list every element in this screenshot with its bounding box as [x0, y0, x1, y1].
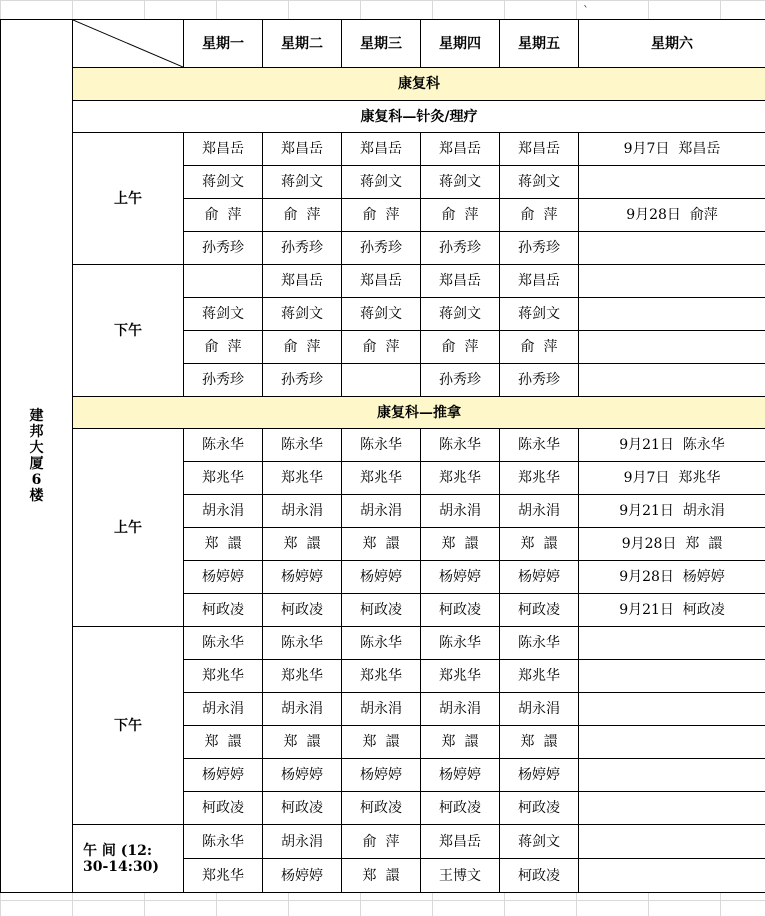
- diagonal-line: [73, 20, 183, 67]
- doctor-cell[interactable]: 柯政凌: [342, 792, 421, 825]
- section-title-row: [1, 397, 765, 429]
- doctor-cell[interactable]: 孙秀珍: [421, 364, 500, 397]
- doctor-cell[interactable]: 郑昌岳: [421, 133, 500, 166]
- weekday-header-wed[interactable]: 星期三: [342, 20, 421, 68]
- doctor-cell[interactable]: 陈永华: [421, 429, 500, 462]
- doctor-cell[interactable]: 孙秀珍: [500, 232, 579, 265]
- period-label[interactable]: 上午: [73, 429, 184, 627]
- doctor-cell[interactable]: 蒋剑文: [421, 298, 500, 331]
- doctor-cell[interactable]: 郑兆华: [500, 462, 579, 495]
- doctor-cell[interactable]: 郑昌岳: [263, 265, 342, 298]
- header-row: [1, 20, 765, 68]
- doctor-cell[interactable]: 郑 譞: [421, 726, 500, 759]
- schedule-row: [1, 133, 765, 166]
- doctor-cell[interactable]: 郑兆华: [263, 660, 342, 693]
- saturday-cell[interactable]: [579, 364, 765, 397]
- schedule-row: [1, 265, 765, 298]
- period-label[interactable]: 下午: [73, 627, 184, 825]
- doctor-cell[interactable]: 陈永华: [500, 429, 579, 462]
- doctor-cell[interactable]: 俞 萍: [342, 825, 421, 859]
- building-char: 邦: [29, 424, 44, 440]
- doctor-cell[interactable]: 王博文: [421, 859, 500, 893]
- building-char: 楼: [29, 488, 44, 504]
- weekday-header-sat[interactable]: 星期六: [579, 20, 765, 68]
- doctor-cell[interactable]: 胡永涓: [500, 495, 579, 528]
- doctor-cell[interactable]: 郑昌岳: [342, 265, 421, 298]
- doctor-cell[interactable]: 胡永涓: [500, 693, 579, 726]
- doctor-cell[interactable]: 杨婷婷: [184, 561, 263, 594]
- doctor-cell[interactable]: 俞 萍: [263, 199, 342, 232]
- doctor-cell[interactable]: 胡永涓: [184, 693, 263, 726]
- doctor-cell[interactable]: 胡永涓: [342, 495, 421, 528]
- doctor-cell[interactable]: 杨婷婷: [263, 759, 342, 792]
- period-label[interactable]: 下午: [73, 265, 184, 397]
- doctor-cell[interactable]: 胡永涓: [421, 693, 500, 726]
- doctor-cell[interactable]: 蒋剑文: [421, 166, 500, 199]
- building-char: 6: [31, 472, 42, 488]
- doctor-cell[interactable]: 杨婷婷: [263, 561, 342, 594]
- doctor-cell[interactable]: 胡永涓: [263, 495, 342, 528]
- doctor-cell[interactable]: 陈永华: [263, 627, 342, 660]
- saturday-cell[interactable]: [579, 825, 765, 859]
- doctor-cell[interactable]: 郑 譞: [421, 528, 500, 561]
- doctor-cell[interactable]: 胡永涓: [184, 495, 263, 528]
- doctor-cell[interactable]: 郑 譞: [184, 726, 263, 759]
- doctor-cell[interactable]: 郑兆华: [421, 660, 500, 693]
- saturday-cell[interactable]: 9月28日 郑 譞: [579, 528, 765, 561]
- saturday-cell[interactable]: 9月7日 郑兆华: [579, 462, 765, 495]
- doctor-cell[interactable]: 柯政凌: [184, 792, 263, 825]
- schedule-row: [1, 627, 765, 660]
- saturday-cell[interactable]: [579, 660, 765, 693]
- doctor-cell[interactable]: 杨婷婷: [342, 561, 421, 594]
- doctor-cell[interactable]: 俞 萍: [342, 331, 421, 364]
- doctor-cell[interactable]: 郑兆华: [184, 660, 263, 693]
- doctor-cell[interactable]: 柯政凌: [421, 792, 500, 825]
- doctor-cell[interactable]: 郑 譞: [342, 528, 421, 561]
- doctor-cell[interactable]: 俞 萍: [342, 199, 421, 232]
- saturday-cell[interactable]: [579, 166, 765, 199]
- doctor-cell[interactable]: 孙秀珍: [421, 232, 500, 265]
- doctor-cell[interactable]: 孙秀珍: [184, 232, 263, 265]
- department-row: [1, 68, 765, 101]
- doctor-cell[interactable]: 陈永华: [184, 825, 263, 859]
- doctor-cell[interactable]: 孙秀珍: [184, 364, 263, 397]
- doctor-cell[interactable]: 孙秀珍: [500, 364, 579, 397]
- doctor-cell[interactable]: 俞 萍: [184, 331, 263, 364]
- saturday-cell[interactable]: 9月28日 杨婷婷: [579, 561, 765, 594]
- doctor-cell[interactable]: 蒋剑文: [184, 298, 263, 331]
- building-char: 大: [29, 440, 44, 456]
- doctor-cell[interactable]: 郑 譞: [500, 528, 579, 561]
- saturday-cell[interactable]: [579, 298, 765, 331]
- doctor-cell[interactable]: 郑 譞: [263, 726, 342, 759]
- saturday-cell[interactable]: [579, 726, 765, 759]
- doctor-cell[interactable]: 郑兆华: [342, 462, 421, 495]
- saturday-cell[interactable]: [579, 265, 765, 298]
- noon-label-line1: 午 间 (12:: [83, 842, 153, 859]
- doctor-cell[interactable]: 郑兆华: [184, 859, 263, 893]
- doctor-cell[interactable]: 郑兆华: [342, 660, 421, 693]
- building-char: 建: [29, 408, 44, 424]
- weekday-header-tue[interactable]: 星期二: [263, 20, 342, 68]
- doctor-cell[interactable]: 陈永华: [184, 429, 263, 462]
- doctor-cell[interactable]: 郑昌岳: [421, 265, 500, 298]
- doctor-cell[interactable]: 郑 譞: [342, 859, 421, 893]
- doctor-cell[interactable]: 郑兆华: [421, 462, 500, 495]
- doctor-cell[interactable]: 柯政凌: [184, 594, 263, 627]
- saturday-cell[interactable]: 9月21日 陈永华: [579, 429, 765, 462]
- doctor-cell[interactable]: 柯政凌: [263, 594, 342, 627]
- department-title[interactable]: 康复科: [73, 68, 765, 101]
- section-title[interactable]: 康复科—针灸/理疗: [73, 101, 765, 133]
- doctor-cell[interactable]: 柯政凌: [500, 594, 579, 627]
- doctor-cell[interactable]: 蒋剑文: [500, 298, 579, 331]
- doctor-cell[interactable]: 俞 萍: [500, 199, 579, 232]
- saturday-cell[interactable]: [579, 759, 765, 792]
- doctor-cell[interactable]: 蒋剑文: [500, 825, 579, 859]
- doctor-cell[interactable]: 胡永涓: [342, 693, 421, 726]
- doctor-cell[interactable]: 俞 萍: [184, 199, 263, 232]
- doctor-cell[interactable]: 杨婷婷: [500, 561, 579, 594]
- doctor-cell[interactable]: 郑昌岳: [500, 133, 579, 166]
- saturday-cell[interactable]: 9月21日 柯政凌: [579, 594, 765, 627]
- doctor-cell[interactable]: 陈永华: [263, 429, 342, 462]
- doctor-cell[interactable]: 杨婷婷: [500, 759, 579, 792]
- doctor-cell[interactable]: 俞 萍: [421, 331, 500, 364]
- weekday-header-mon[interactable]: 星期一: [184, 20, 263, 68]
- doctor-cell[interactable]: 俞 萍: [421, 199, 500, 232]
- doctor-cell[interactable]: [342, 364, 421, 397]
- doctor-cell[interactable]: 蒋剑文: [500, 166, 579, 199]
- doctor-cell[interactable]: 郑 譞: [184, 528, 263, 561]
- doctor-cell[interactable]: 蒋剑文: [342, 166, 421, 199]
- doctor-cell[interactable]: [184, 265, 263, 298]
- noon-label-line2: 30-14:30): [83, 858, 160, 875]
- doctor-cell[interactable]: 陈永华: [342, 429, 421, 462]
- doctor-cell[interactable]: 柯政凌: [500, 859, 579, 893]
- doctor-cell[interactable]: 郑 譞: [500, 726, 579, 759]
- doctor-cell[interactable]: 俞 萍: [263, 331, 342, 364]
- saturday-cell[interactable]: 9月7日 郑昌岳: [579, 133, 765, 166]
- doctor-cell[interactable]: 胡永涓: [421, 495, 500, 528]
- doctor-cell[interactable]: 郑 譞: [342, 726, 421, 759]
- doctor-cell[interactable]: 郑兆华: [184, 462, 263, 495]
- weekday-header-thu[interactable]: 星期四: [421, 20, 500, 68]
- weekday-header-fri[interactable]: 星期五: [500, 20, 579, 68]
- schedule-row: [1, 825, 765, 859]
- doctor-cell[interactable]: 郑 譞: [263, 528, 342, 561]
- doctor-cell[interactable]: 胡永涓: [263, 693, 342, 726]
- saturday-cell[interactable]: 9月28日 俞萍: [579, 199, 765, 232]
- doctor-cell[interactable]: 柯政凌: [263, 792, 342, 825]
- doctor-cell[interactable]: 郑兆华: [500, 660, 579, 693]
- doctor-cell[interactable]: 郑昌岳: [421, 825, 500, 859]
- doctor-cell[interactable]: 蒋剑文: [342, 298, 421, 331]
- doctor-cell[interactable]: 杨婷婷: [263, 859, 342, 893]
- corner-mark: `: [583, 4, 589, 18]
- doctor-cell[interactable]: 杨婷婷: [421, 759, 500, 792]
- building-label: [1, 408, 72, 504]
- doctor-cell[interactable]: 蒋剑文: [263, 166, 342, 199]
- doctor-cell[interactable]: 蒋剑文: [184, 166, 263, 199]
- doctor-cell[interactable]: 孙秀珍: [342, 232, 421, 265]
- doctor-cell[interactable]: 胡永涓: [263, 825, 342, 859]
- doctor-cell[interactable]: 孙秀珍: [263, 232, 342, 265]
- doctor-cell[interactable]: 柯政凌: [500, 792, 579, 825]
- saturday-cell[interactable]: [579, 792, 765, 825]
- schedule-row: [1, 429, 765, 462]
- doctor-cell[interactable]: 陈永华: [421, 627, 500, 660]
- doctor-cell[interactable]: 蒋剑文: [263, 298, 342, 331]
- doctor-cell[interactable]: 陈永华: [184, 627, 263, 660]
- doctor-cell[interactable]: 孙秀珍: [263, 364, 342, 397]
- saturday-cell[interactable]: [579, 331, 765, 364]
- doctor-cell[interactable]: 郑昌岳: [184, 133, 263, 166]
- saturday-cell[interactable]: [579, 859, 765, 893]
- doctor-cell[interactable]: 郑昌岳: [342, 133, 421, 166]
- doctor-cell[interactable]: 郑昌岳: [500, 265, 579, 298]
- doctor-cell[interactable]: 郑昌岳: [263, 133, 342, 166]
- doctor-cell[interactable]: 陈永华: [500, 627, 579, 660]
- schedule-table: [0, 19, 765, 893]
- doctor-cell[interactable]: 陈永华: [342, 627, 421, 660]
- building-char: 厦: [29, 456, 44, 472]
- doctor-cell[interactable]: 俞 萍: [500, 331, 579, 364]
- doctor-cell[interactable]: 柯政凌: [342, 594, 421, 627]
- doctor-cell[interactable]: 郑兆华: [263, 462, 342, 495]
- period-label[interactable]: 上午: [73, 133, 184, 265]
- doctor-cell[interactable]: 杨婷婷: [421, 561, 500, 594]
- doctor-cell[interactable]: 柯政凌: [421, 594, 500, 627]
- saturday-cell[interactable]: [579, 693, 765, 726]
- section-title[interactable]: 康复科—推拿: [73, 397, 765, 429]
- doctor-cell[interactable]: 杨婷婷: [184, 759, 263, 792]
- saturday-cell[interactable]: 9月21日 胡永涓: [579, 495, 765, 528]
- saturday-cell[interactable]: [579, 627, 765, 660]
- section-title-row: [1, 101, 765, 133]
- noon-period-label[interactable]: [73, 825, 184, 893]
- saturday-cell[interactable]: [579, 232, 765, 265]
- corner-diagonal-cell: [73, 20, 184, 68]
- doctor-cell[interactable]: 杨婷婷: [342, 759, 421, 792]
- building-cell: [1, 20, 73, 893]
